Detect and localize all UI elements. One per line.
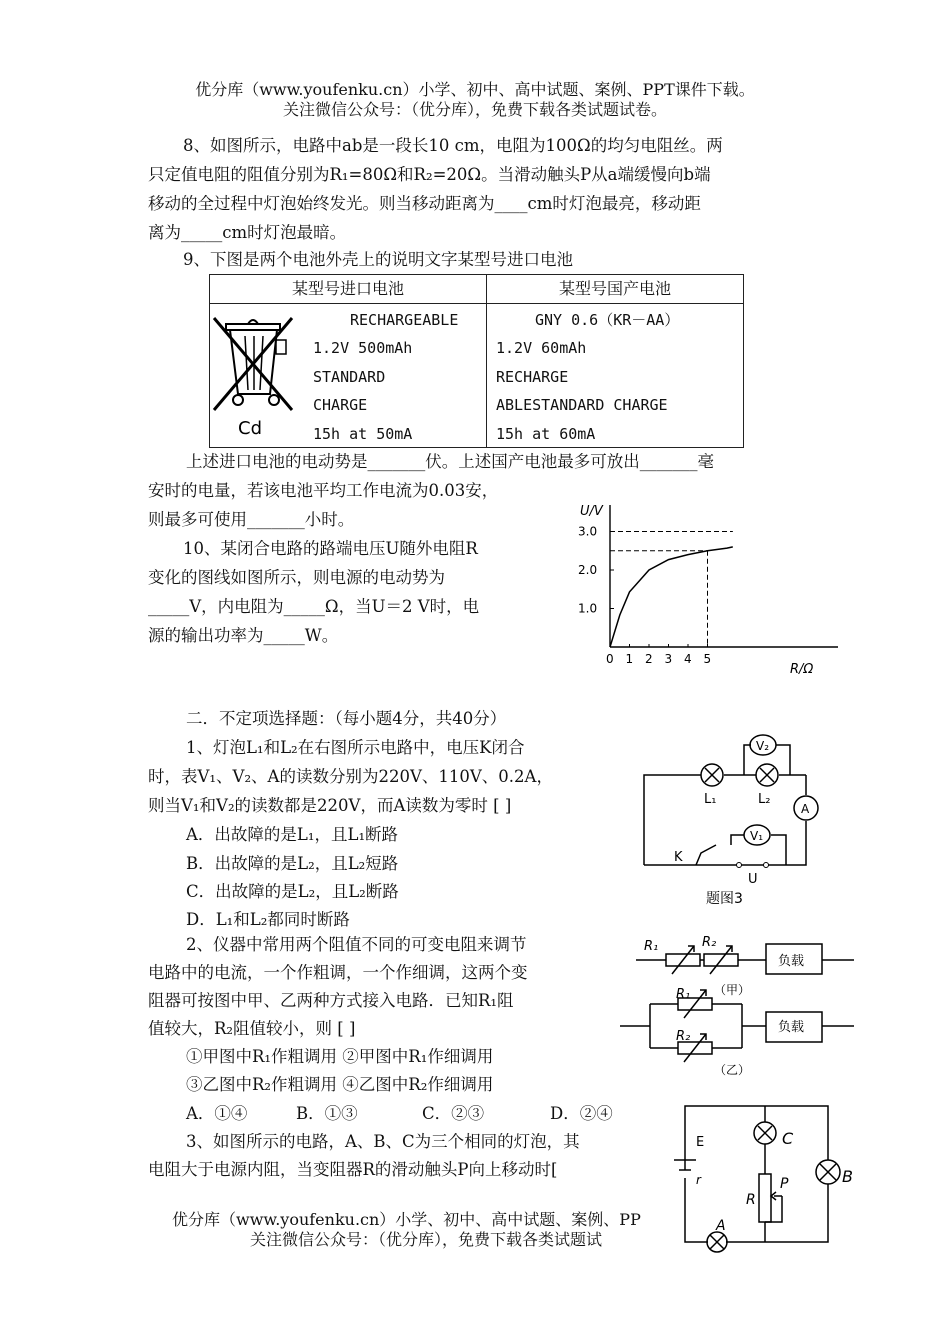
q10-line-1: 10、某闭合电路的路端电压U随外电阻R	[183, 539, 478, 558]
yi-load-label: 负载	[778, 1020, 805, 1035]
jia-load-label: 负载	[778, 954, 805, 969]
q8-line-2: 只定值电阻的阻值分别为R₁=80Ω和R₂=20Ω。当滑动触头P从a端缓慢向b端	[148, 165, 711, 184]
domestic-spec-2: 1.2V 60mAh	[496, 339, 587, 357]
q9-intro: 9、下图是两个电池外壳上的说明文字某型号进口电池	[183, 250, 573, 269]
u-r-chart	[568, 495, 848, 685]
q3-rheostat-label: R	[746, 1192, 756, 1208]
q10-line-2: 变化的图线如图所示，则电源的电动势为	[148, 568, 445, 587]
footer-line-1: 优分库（www.youfenku.cn）小学、初中、高中试题、案例、PP	[172, 1210, 641, 1229]
y-tick-label: 1.0	[578, 601, 598, 616]
x-tick-label: 5	[703, 652, 712, 666]
x-tick-label: 4	[684, 652, 692, 666]
domestic-spec-3: RECHARGE	[496, 368, 569, 386]
x-tick-label: 0	[606, 652, 614, 666]
x-tick-label: 1	[625, 652, 634, 666]
battery-table	[209, 274, 744, 448]
imported-spec-4: CHARGE	[313, 396, 368, 414]
s2q2-line-3: 阻器可按图中甲、乙两种方式接入电路．已知R₁阻	[148, 991, 514, 1010]
fig3-ammeter-label: A	[801, 802, 810, 816]
q9-after-3: 则最多可使用_______小时。	[148, 510, 355, 529]
s2q2-option-b: B．①③	[296, 1104, 358, 1123]
s2q2-statement-2: ③乙图中R₂作粗调用 ④乙图中R₂作细调用	[186, 1075, 494, 1094]
yi-caption: （乙）	[714, 1063, 751, 1077]
s2q2-statement-1: ①甲图中R₁作粗调用 ②甲图中R₁作细调用	[186, 1047, 494, 1066]
s2q1-line-2: 时，表V₁、V₂、A的读数分别为220V、110V、0.2A，	[148, 767, 553, 786]
q10-line-3: _____V，内电阻为_____Ω，当U＝2 V时，电	[148, 597, 480, 616]
q9-after-2: 安时的电量，若该电池平均工作电流为0.03安，	[148, 481, 499, 500]
recycle-bin-crossed-icon	[210, 310, 298, 442]
y-tick-label: 3.0	[578, 524, 598, 539]
q10-line-4: 源的输出功率为_____W。	[148, 626, 339, 645]
jia-caption: （甲）	[714, 983, 751, 997]
q8-line-3: 移动的全过程中灯泡始终发光。则当移动距离为____cm时灯泡最亮，移动距	[148, 194, 701, 213]
s2q1-option-a: A．出故障的是L₁，且L₁断路	[186, 825, 399, 844]
rheostat-figure	[616, 928, 860, 1078]
fig3-l1-label: L₁	[704, 792, 717, 807]
header-line-2: 关注微信公众号：（优分库），免费下载各类试题试卷。	[282, 100, 667, 119]
s2q2-line-4: 值较大，R₂阻值较小，则 [ ]	[148, 1019, 356, 1038]
q3-a-label: A	[716, 1218, 726, 1234]
imported-spec-3: STANDARD	[313, 368, 386, 386]
imported-spec-1: RECHARGEABLE	[350, 311, 459, 329]
fig3-caption: 题图3	[706, 891, 743, 907]
footer-line-2: 关注微信公众号：（优分库），免费下载各类试题试	[250, 1230, 603, 1249]
s2q1-option-b: B．出故障的是L₂，且L₂短路	[186, 854, 399, 873]
q3-e-label: E	[696, 1135, 705, 1150]
s2q3-line-2: 电阻大于电源内阻，当变阻器R的滑动触头P向上移动时[	[148, 1160, 558, 1179]
jia-r1-label: R₁	[644, 939, 659, 954]
imported-spec-2: 1.2V 500mAh	[313, 339, 413, 357]
s2q1-line-1: 1、灯泡L₁和L₂在右图所示电路中，电压K闭合	[186, 738, 525, 757]
x-axis-label: R/Ω	[790, 662, 814, 677]
q8-line-1: 8、如图所示，电路中ab是一段长10 cm，电阻为100Ω的均匀电阻丝。两	[183, 136, 723, 155]
q3-b-label: B	[842, 1167, 853, 1186]
battery-table-cell-imported	[210, 304, 487, 448]
s2q1-line-3: 则当V₁和V₂的读数都是220V，而A读数为零时 [ ]	[148, 796, 512, 815]
q8-line-4: 离为_____cm时灯泡最暗。	[148, 223, 347, 242]
x-tick-label: 2	[645, 652, 653, 666]
circuit-figure-3	[636, 725, 836, 915]
domestic-spec-4: ABLESTANDARD CHARGE	[496, 396, 668, 414]
s2q1-option-c: C．出故障的是L₂，且L₂断路	[186, 882, 399, 901]
y-tick-label: 2.0	[578, 563, 598, 577]
q3-c-label: C	[782, 1129, 794, 1148]
section-2-title: 二．不定项选择题：（每小题4分，共40分）	[186, 709, 507, 728]
s2q2-option-a: A．①④	[186, 1104, 248, 1123]
header-line-1: 优分库（www.youfenku.cn）小学、初中、高中试题、案例、PPT课件下载。	[195, 80, 755, 99]
battery-table-header-domestic: 某型号国产电池	[487, 275, 744, 304]
circuit-figure-q3	[670, 1100, 860, 1260]
domestic-spec-5: 15h at 60mA	[496, 425, 596, 443]
yi-r1-label: R₁	[676, 987, 691, 1002]
cadmium-label: Cd	[238, 418, 262, 439]
s2q3-line-1: 3、如图所示的电路，A、B、C为三个相同的灯泡，其	[186, 1132, 580, 1151]
s2q2-option-d: D．②④	[550, 1104, 613, 1123]
domestic-spec-1: GNY 0.6（KR－AA）	[535, 311, 680, 329]
x-tick-label: 3	[664, 652, 673, 666]
fig3-l2-label: L₂	[758, 792, 771, 807]
s2q2-line-2: 电路中的电流，一个作粗调，一个作细调，这两个变	[148, 963, 528, 982]
jia-r2-label: R₂	[702, 935, 717, 950]
series-line-u-r	[610, 547, 733, 647]
fig3-v1-label: V₁	[750, 829, 764, 843]
fig3-v2-label: V₂	[756, 739, 770, 753]
battery-table-cell-domestic	[487, 304, 744, 448]
q3-p-label: P	[780, 1176, 789, 1192]
battery-table-header-imported: 某型号进口电池	[210, 275, 487, 304]
y-axis-label: U/V	[580, 504, 603, 519]
yi-r2-label: R₂	[676, 1029, 691, 1044]
fig3-switch-label: K	[674, 850, 683, 865]
imported-spec-5: 15h at 50mA	[313, 425, 413, 443]
fig3-u-label: U	[748, 872, 758, 887]
q9-after-1: 上述进口电池的电动势是_______伏。上述国产电池最多可放出_______毫	[186, 452, 714, 471]
q3-r-internal-label: r	[696, 1173, 701, 1187]
s2q2-option-c: C．②③	[422, 1104, 485, 1123]
s2q1-option-d: D．L₁和L₂都同时断路	[186, 910, 350, 929]
s2q2-line-1: 2、仪器中常用两个阻值不同的可变电阻来调节	[186, 935, 527, 954]
